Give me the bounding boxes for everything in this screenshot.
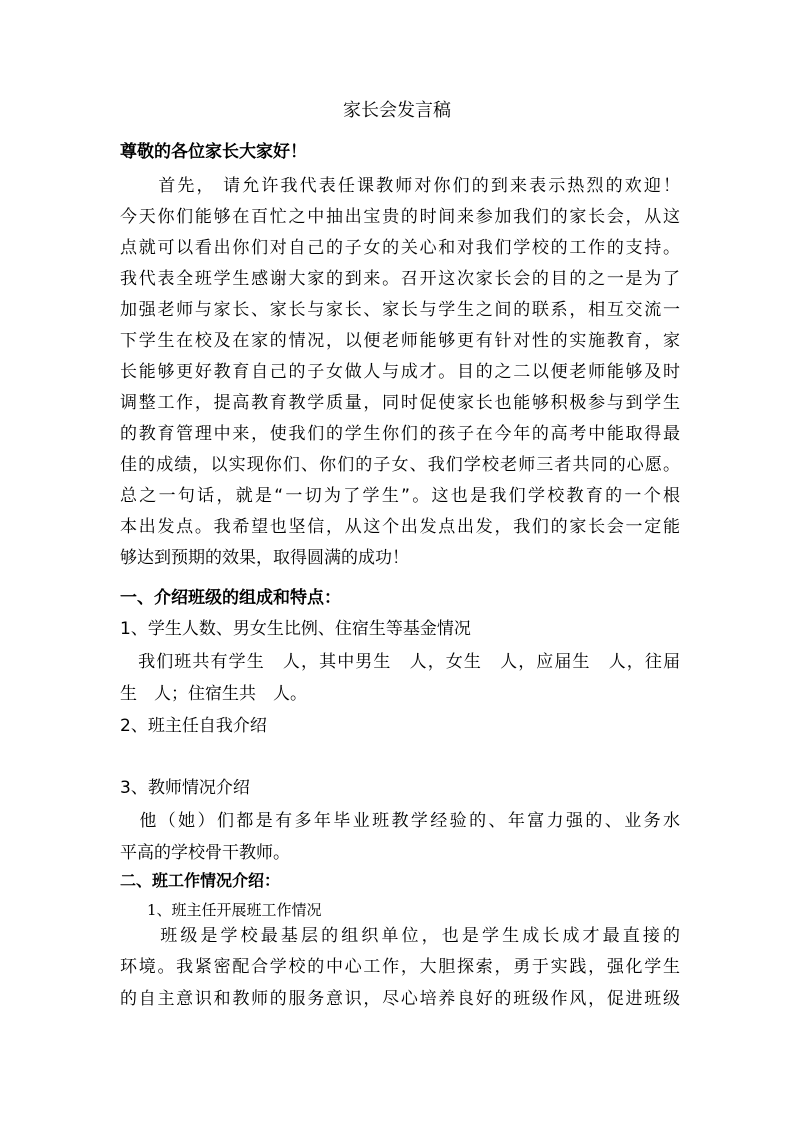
- list-item-1-1-body: 生 人；住宿生共 人。: [120, 684, 307, 704]
- intro-line: 总之一句话，就是“一切为了学生”。这也是我们学校教育的一个根: [120, 486, 680, 506]
- section-heading-2: 二、班工作情况介绍：: [120, 871, 281, 890]
- intro-line: 我代表全班学生感谢大家的到来。召开这次家长会的目的之一是为了: [120, 269, 680, 289]
- list-item-1-1-body: 我们班共有学生 人，其中男生 人，女生 人，应届生 人，往届: [120, 652, 680, 672]
- list-item-2-1-body: 环境。我紧密配合学校的中心工作，大胆探索，勇于实践，强化学生: [120, 957, 680, 977]
- intro-line: 长能够更好教育自己的子女做人与成才。目的之二以便老师能够及时: [120, 362, 680, 382]
- document-title: 家长会发言稿: [343, 100, 451, 121]
- list-item-2-1: 1、班主任开展班工作情况: [147, 901, 322, 919]
- list-item-1-2: 2、班主任自我介绍: [120, 716, 267, 736]
- list-item-2-1-body: 的自主意识和教师的服务意识，尽心培养良好的班级作风，促进班级: [120, 989, 680, 1009]
- salutation: 尊敬的各位家长大家好！: [120, 142, 307, 162]
- intro-line: 够达到预期的效果，取得圆满的成功！: [120, 548, 409, 568]
- list-item-2-1-body: 班级是学校最基层的组织单位，也是学生成长成才最直接的: [120, 926, 680, 946]
- list-item-1-1: 1、学生人数、男女生比例、住宿生等基金情况: [120, 619, 471, 639]
- intro-line: 加强老师与家长、家长与家长、家长与学生之间的联系，相互交流一: [120, 300, 680, 320]
- intro-line: 的教育管理中来，使我们的学生你们的孩子在今年的高考中能取得最: [120, 424, 680, 444]
- intro-line: 佳的成绩，以实现你们、你们的子女、我们学校老师三者共同的心愿。: [120, 455, 680, 475]
- intro-line: 下学生在校及在家的情况，以便老师能够更有针对性的实施教育，家: [120, 331, 680, 351]
- intro-line: 点就可以看出你们对自己的子女的关心和对我们学校的工作的支持。: [120, 238, 680, 258]
- intro-line: 调整工作，提高教育教学质量，同时促使家长也能够积极参与到学生: [120, 393, 680, 413]
- intro-line: 首先， 请允许我代表任课教师对你们的到来表示热烈的欢迎！: [120, 176, 680, 196]
- list-item-1-3-body: 平高的学校骨干教师。: [120, 843, 290, 863]
- list-item-1-3-body: 他（她）们都是有多年毕业班教学经验的、年富力强的、业务水: [120, 811, 680, 831]
- intro-line: 本出发点。我希望也坚信，从这个出发点出发，我们的家长会一定能: [120, 517, 680, 537]
- list-item-1-3: 3、教师情况介绍: [120, 778, 250, 798]
- intro-line: 今天你们能够在百忙之中抽出宝贵的时间来参加我们的家长会，从这: [120, 207, 680, 227]
- section-heading-1: 一、介绍班级的组成和特点：: [120, 588, 341, 608]
